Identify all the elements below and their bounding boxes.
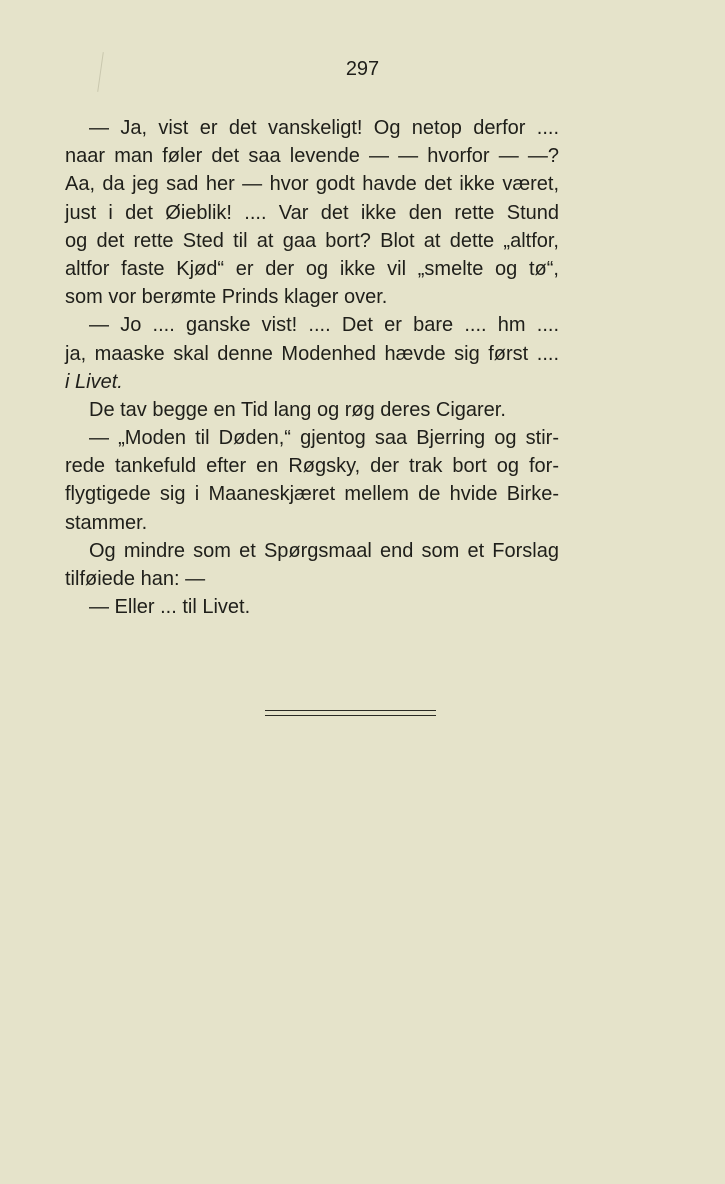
text-line: som vor berømte Prinds klager over. [65, 286, 388, 309]
text-line: Og mindre som et Spørgsmaal end som et Forslag [89, 539, 559, 562]
text-line: og det rette Sted til at gaa bort? Blot at dette „altfor, [65, 229, 559, 252]
text-line: naar man føler det saa levende — — hvorfor — —? [65, 145, 559, 168]
end-rule-bottom [265, 715, 436, 716]
text-line: ja, maaske skal denne Modenhed hævde sig først .... [65, 342, 559, 365]
text-line: tilføiede han: — [65, 568, 206, 590]
body-text [65, 114, 559, 621]
end-rule-top [265, 710, 436, 711]
text-line: altfor faste Kjød“ er der og ikke vil „smelte og tø“, [65, 257, 559, 280]
text-line: rede tankefuld efter en Røgsky, der trak bort og for- [65, 455, 559, 478]
text-line: — Eller ... til Livet. [89, 596, 251, 619]
text-line: — Jo .... ganske vist! .... Det er bare .... hm .... [89, 314, 559, 337]
text-line: i Livet. [65, 370, 123, 393]
text-line: — Ja, vist er det vanskeligt! Og netop derfor .... [89, 117, 559, 139]
text-line: just i det Øieblik! .... Var det ikke den rette Stund [65, 201, 559, 224]
text-line: Aa, da jeg sad her — hvor godt havde det ikke været, [65, 173, 559, 196]
text-line: stammer. [65, 511, 148, 534]
page-number: 297 [345, 58, 380, 80]
text-line: flygtigede sig i Maaneskjæret mellem de hvide Birke- [65, 483, 559, 506]
text-line: De tav begge en Tid lang og røg deres Cigarer. [89, 398, 506, 421]
text-line: — „Moden til Døden,“ gjentog saa Bjerring og stir- [89, 427, 559, 450]
